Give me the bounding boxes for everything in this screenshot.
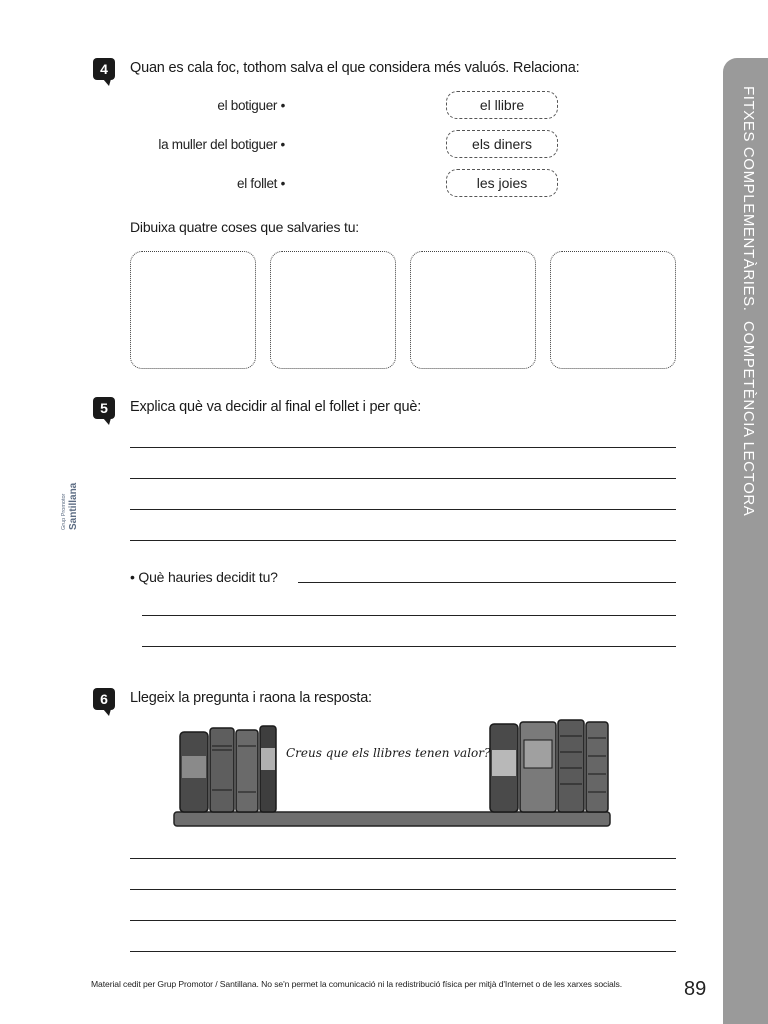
- side-band-title: FITXES COMPLEMENTÀRIES.: [740, 86, 757, 312]
- question-4-number: 4: [100, 61, 108, 77]
- drawing-box-4[interactable]: [550, 251, 676, 369]
- answer-line[interactable]: [130, 447, 676, 448]
- question-5-badge: [93, 397, 115, 419]
- answer-line[interactable]: [130, 889, 676, 890]
- question-5-subprompt: • Què hauries decidit tu?: [130, 569, 278, 585]
- answer-line[interactable]: [130, 858, 676, 859]
- question-6-number: 6: [100, 691, 108, 707]
- question-5-prompt: Explica què va decidir al final el follet i per què:: [130, 399, 422, 415]
- answer-line[interactable]: [142, 615, 676, 616]
- answer-line[interactable]: [130, 540, 676, 541]
- draw-prompt: Dibuixa quatre coses que salvaries tu:: [130, 219, 359, 235]
- answer-line[interactable]: [130, 951, 676, 952]
- page-number: 89: [684, 978, 707, 1000]
- drawing-box-1[interactable]: [130, 251, 256, 369]
- match-right-item-1[interactable]: el llibre: [446, 91, 558, 119]
- match-right-item-3[interactable]: les joies: [446, 169, 558, 197]
- footer-note: Material cedit per Grup Promotor / Santillana. No se'n permet la comunicació ni la redistribució física per mitjà d'Internet o de les xarxes socials.: [91, 979, 622, 989]
- santillana-logo: [58, 474, 82, 530]
- bookshelf-illustration: [170, 716, 614, 834]
- answer-line[interactable]: [142, 646, 676, 647]
- drawing-box-2[interactable]: [270, 251, 396, 369]
- answer-line[interactable]: [298, 582, 676, 583]
- illustration-caption: Creus que els llibres tenen valor?: [286, 746, 491, 760]
- logo-line1: Grup Promotor: [61, 493, 67, 530]
- side-band: [723, 58, 768, 1024]
- question-4-badge: [93, 58, 115, 80]
- logo-line2: Santillana: [68, 482, 79, 530]
- drawing-box-3[interactable]: [410, 251, 536, 369]
- side-band-text: [723, 58, 768, 1024]
- match-left-item-3[interactable]: el follet •: [237, 176, 285, 191]
- answer-line[interactable]: [130, 478, 676, 479]
- answer-line[interactable]: [130, 509, 676, 510]
- question-6-prompt: Llegeix la pregunta i raona la resposta:: [130, 690, 372, 706]
- question-4-prompt: Quan es cala foc, tothom salva el que considera més valuós. Relaciona:: [130, 60, 580, 76]
- question-5-number: 5: [100, 400, 108, 416]
- match-left-item-2[interactable]: la muller del botiguer •: [158, 137, 285, 152]
- question-6-badge: [93, 688, 115, 710]
- match-right-item-2[interactable]: els diners: [446, 130, 558, 158]
- side-band-subtitle: COMPETÈNCIA LECTORA: [740, 321, 757, 517]
- answer-line[interactable]: [130, 920, 676, 921]
- match-left-item-1[interactable]: el botiguer •: [217, 98, 285, 113]
